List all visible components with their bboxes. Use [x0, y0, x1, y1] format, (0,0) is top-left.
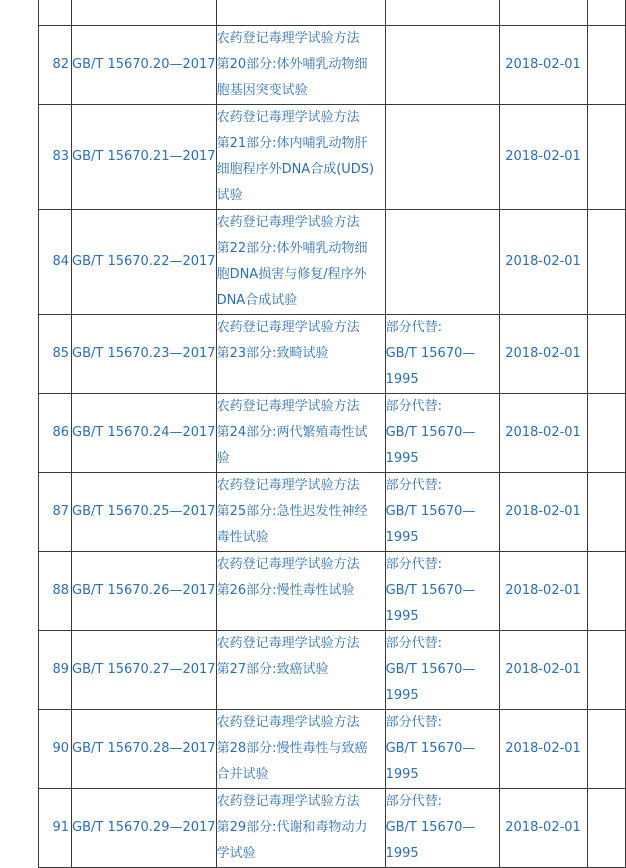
- standard-name-cell: [216, 394, 385, 473]
- replaces-line: 部分代替:: [385, 715, 442, 730]
- standard-name-cell: [216, 473, 385, 552]
- standard-code-cell: [72, 394, 217, 473]
- standard-name-line: 第29部分:代谢和毒物动力: [216, 820, 368, 835]
- standard-code-cell: [72, 315, 217, 394]
- replaces-cell: [385, 26, 499, 105]
- effective-date: 2018-02-01: [505, 583, 581, 598]
- standard-code-cell: [72, 0, 217, 26]
- replaces-line: 1995: [385, 846, 419, 861]
- standard-name-line: 第28部分:慢性毒性与致癌: [216, 741, 368, 756]
- effective-date-cell: [499, 105, 587, 210]
- remarks-cell: [587, 315, 625, 394]
- effective-date-cell: [499, 710, 587, 789]
- replaces-line: 1995: [385, 372, 419, 387]
- standard-name-line: [217, 0, 385, 25]
- standard-name-line: 学试验: [216, 846, 256, 861]
- row-number-cell: [39, 105, 72, 210]
- standard-name-cell: [216, 710, 385, 789]
- standard-name-line: 第27部分:致癌试验: [216, 662, 329, 677]
- effective-date: 2018-02-01: [505, 425, 581, 440]
- standard-name-line: 农药登记毒理学试验方法: [216, 110, 360, 125]
- standards-table-body: [39, 0, 626, 868]
- standard-name-line: 合并试验: [216, 767, 269, 782]
- table-row: [39, 394, 626, 473]
- standard-name-line: 农药登记毒理学试验方法: [216, 31, 360, 46]
- effective-date: 2018-02-01: [505, 741, 581, 756]
- standard-name-line: 第23部分:致畸试验: [216, 346, 329, 361]
- standard-name-cell: [216, 0, 385, 26]
- replaces-line: GB/T 15670—: [385, 425, 476, 440]
- standard-name-line: 农药登记毒理学试验方法: [216, 399, 360, 414]
- table-row: [39, 710, 626, 789]
- replaces-cell: [385, 105, 499, 210]
- row-number: 87: [52, 504, 69, 519]
- row-number-cell: [39, 710, 72, 789]
- replaces-cell: [385, 473, 499, 552]
- row-number: 86: [52, 425, 69, 440]
- standard-name-line: 第20部分:体外哺乳动物细: [216, 57, 368, 72]
- row-number-cell: [39, 0, 72, 26]
- row-number: 89: [52, 662, 69, 677]
- standard-name-line: 第26部分:慢性毒性试验: [216, 583, 355, 598]
- standard-name-line: 农药登记毒理学试验方法: [216, 215, 360, 230]
- standard-code-cell: [72, 26, 217, 105]
- replaces-line: GB/T 15670—: [385, 741, 476, 756]
- standard-code-cell: [72, 105, 217, 210]
- standard-name-line: 胞基因突变试验: [216, 83, 308, 98]
- standard-name-line: 第25部分:急性迟发性神经: [216, 504, 368, 519]
- standard-name-cell: [216, 210, 385, 315]
- row-number: 90: [52, 741, 69, 756]
- effective-date: 2018-02-01: [505, 504, 581, 519]
- row-number-cell: [39, 315, 72, 394]
- replaces-cell: [385, 710, 499, 789]
- standard-code: GB/T 15670.28—2017: [72, 741, 216, 756]
- standard-code: GB/T 15670.27—2017: [72, 662, 216, 677]
- standard-name-line: 第24部分:两代繁殖毒性试: [216, 425, 368, 440]
- row-number: 82: [52, 57, 69, 72]
- effective-date-cell: [499, 315, 587, 394]
- standard-name-line: 胞DNA损害与修复/程序外: [216, 267, 367, 282]
- remarks-cell: [587, 105, 625, 210]
- standard-code-cell: [72, 473, 217, 552]
- standard-code: GB/T 15670.22—2017: [72, 254, 216, 269]
- remarks-cell: [587, 210, 625, 315]
- standard-name-line: 农药登记毒理学试验方法: [216, 636, 360, 651]
- effective-date-cell: [499, 0, 587, 26]
- effective-date: 2018-02-01: [505, 820, 581, 835]
- effective-date: 2018-02-01: [505, 346, 581, 361]
- replaces-line: GB/T 15670—: [385, 504, 476, 519]
- standard-code: GB/T 15670.21—2017: [72, 149, 216, 164]
- standard-code: GB/T 15670.26—2017: [72, 583, 216, 598]
- standard-code: GB/T 15670.20—2017: [72, 57, 216, 72]
- effective-date-cell: [499, 631, 587, 710]
- standard-name-line: 农药登记毒理学试验方法: [216, 557, 360, 572]
- replaces-line: 部分代替:: [385, 794, 442, 809]
- row-number: 91: [52, 820, 69, 835]
- replaces-line: GB/T 15670—: [385, 662, 476, 677]
- standard-code: GB/T 15670.23—2017: [72, 346, 216, 361]
- replaces-cell: [385, 315, 499, 394]
- replaces-line: 部分代替:: [385, 399, 442, 414]
- replaces-cell: [385, 631, 499, 710]
- table-row: [39, 552, 626, 631]
- replaces-cell: [385, 210, 499, 315]
- replaces-line: 1995: [385, 609, 419, 624]
- row-number: 88: [52, 583, 69, 598]
- standard-code: GB/T 15670.25—2017: [72, 504, 216, 519]
- effective-date-cell: [499, 473, 587, 552]
- replaces-line: 部分代替:: [385, 320, 442, 335]
- row-number: 84: [52, 254, 69, 269]
- replaces-line: 1995: [385, 767, 419, 782]
- standard-name-cell: [216, 315, 385, 394]
- standard-code-cell: [72, 710, 217, 789]
- replaces-cell: [385, 394, 499, 473]
- standard-name-line: 第22部分:体外哺乳动物细: [216, 241, 368, 256]
- row-number-cell: [39, 631, 72, 710]
- standards-table: [38, 0, 626, 868]
- row-number-cell: [39, 552, 72, 631]
- standard-name-cell: [216, 552, 385, 631]
- replaces-line: 1995: [385, 530, 419, 545]
- remarks-cell: [587, 473, 625, 552]
- replaces-cell: [385, 0, 499, 26]
- row-number: 85: [52, 346, 69, 361]
- effective-date: 2018-02-01: [505, 149, 581, 164]
- standard-name-cell: [216, 26, 385, 105]
- standard-code: GB/T 15670.24—2017: [72, 425, 216, 440]
- effective-date: 2018-02-01: [505, 662, 581, 677]
- standard-name-cell: [216, 105, 385, 210]
- remarks-cell: [587, 0, 625, 26]
- table-row: [39, 26, 626, 105]
- effective-date-cell: [499, 26, 587, 105]
- remarks-cell: [587, 26, 625, 105]
- standard-name-line: 农药登记毒理学试验方法: [216, 715, 360, 730]
- standard-code: GB/T 15670.29—2017: [72, 820, 216, 835]
- replaces-line: 1995: [385, 688, 419, 703]
- replaces-line: 部分代替:: [385, 478, 442, 493]
- row-number-cell: [39, 394, 72, 473]
- table-row: [39, 631, 626, 710]
- standard-name-line: 毒性试验: [216, 530, 269, 545]
- row-number-cell: [39, 26, 72, 105]
- standard-name-line: 农药登记毒理学试验方法: [216, 320, 360, 335]
- replaces-cell: [385, 552, 499, 631]
- replaces-line: GB/T 15670—: [385, 346, 476, 361]
- standard-name-line: 第21部分:体内哺乳动物肝: [216, 136, 368, 151]
- table-row: [39, 473, 626, 552]
- effective-date-cell: [499, 394, 587, 473]
- replaces-line: GB/T 15670—: [385, 583, 476, 598]
- table-row: [39, 315, 626, 394]
- row-number: 83: [52, 149, 69, 164]
- standard-name-line: 农药登记毒理学试验方法: [216, 478, 360, 493]
- effective-date: 2018-02-01: [505, 254, 581, 269]
- effective-date: 2018-02-01: [505, 57, 581, 72]
- replaces-line: 部分代替:: [385, 636, 442, 651]
- row-number-cell: [39, 210, 72, 315]
- effective-date-cell: [499, 552, 587, 631]
- table-row: [39, 105, 626, 210]
- table-row: [39, 210, 626, 315]
- standard-code-cell: [72, 210, 217, 315]
- standard-name-line: DNA合成试验: [216, 293, 298, 308]
- remarks-cell: [587, 552, 625, 631]
- remarks-cell: [587, 631, 625, 710]
- remarks-cell: [587, 710, 625, 789]
- table-row: [39, 0, 626, 26]
- standard-name-cell: [216, 631, 385, 710]
- standard-name-line: 试验: [216, 188, 243, 203]
- row-number-cell: [39, 473, 72, 552]
- replaces-line: 1995: [385, 451, 419, 466]
- standard-name-line: 农药登记毒理学试验方法: [216, 794, 360, 809]
- replaces-line: 部分代替:: [385, 557, 442, 572]
- standard-code-cell: [72, 552, 217, 631]
- standard-name-line: 验: [216, 451, 230, 466]
- standard-code-cell: [72, 631, 217, 710]
- remarks-cell: [587, 394, 625, 473]
- replaces-line: GB/T 15670—: [385, 820, 476, 835]
- effective-date-cell: [499, 210, 587, 315]
- standard-name-line: 细胞程序外DNA合成(UDS): [216, 162, 375, 177]
